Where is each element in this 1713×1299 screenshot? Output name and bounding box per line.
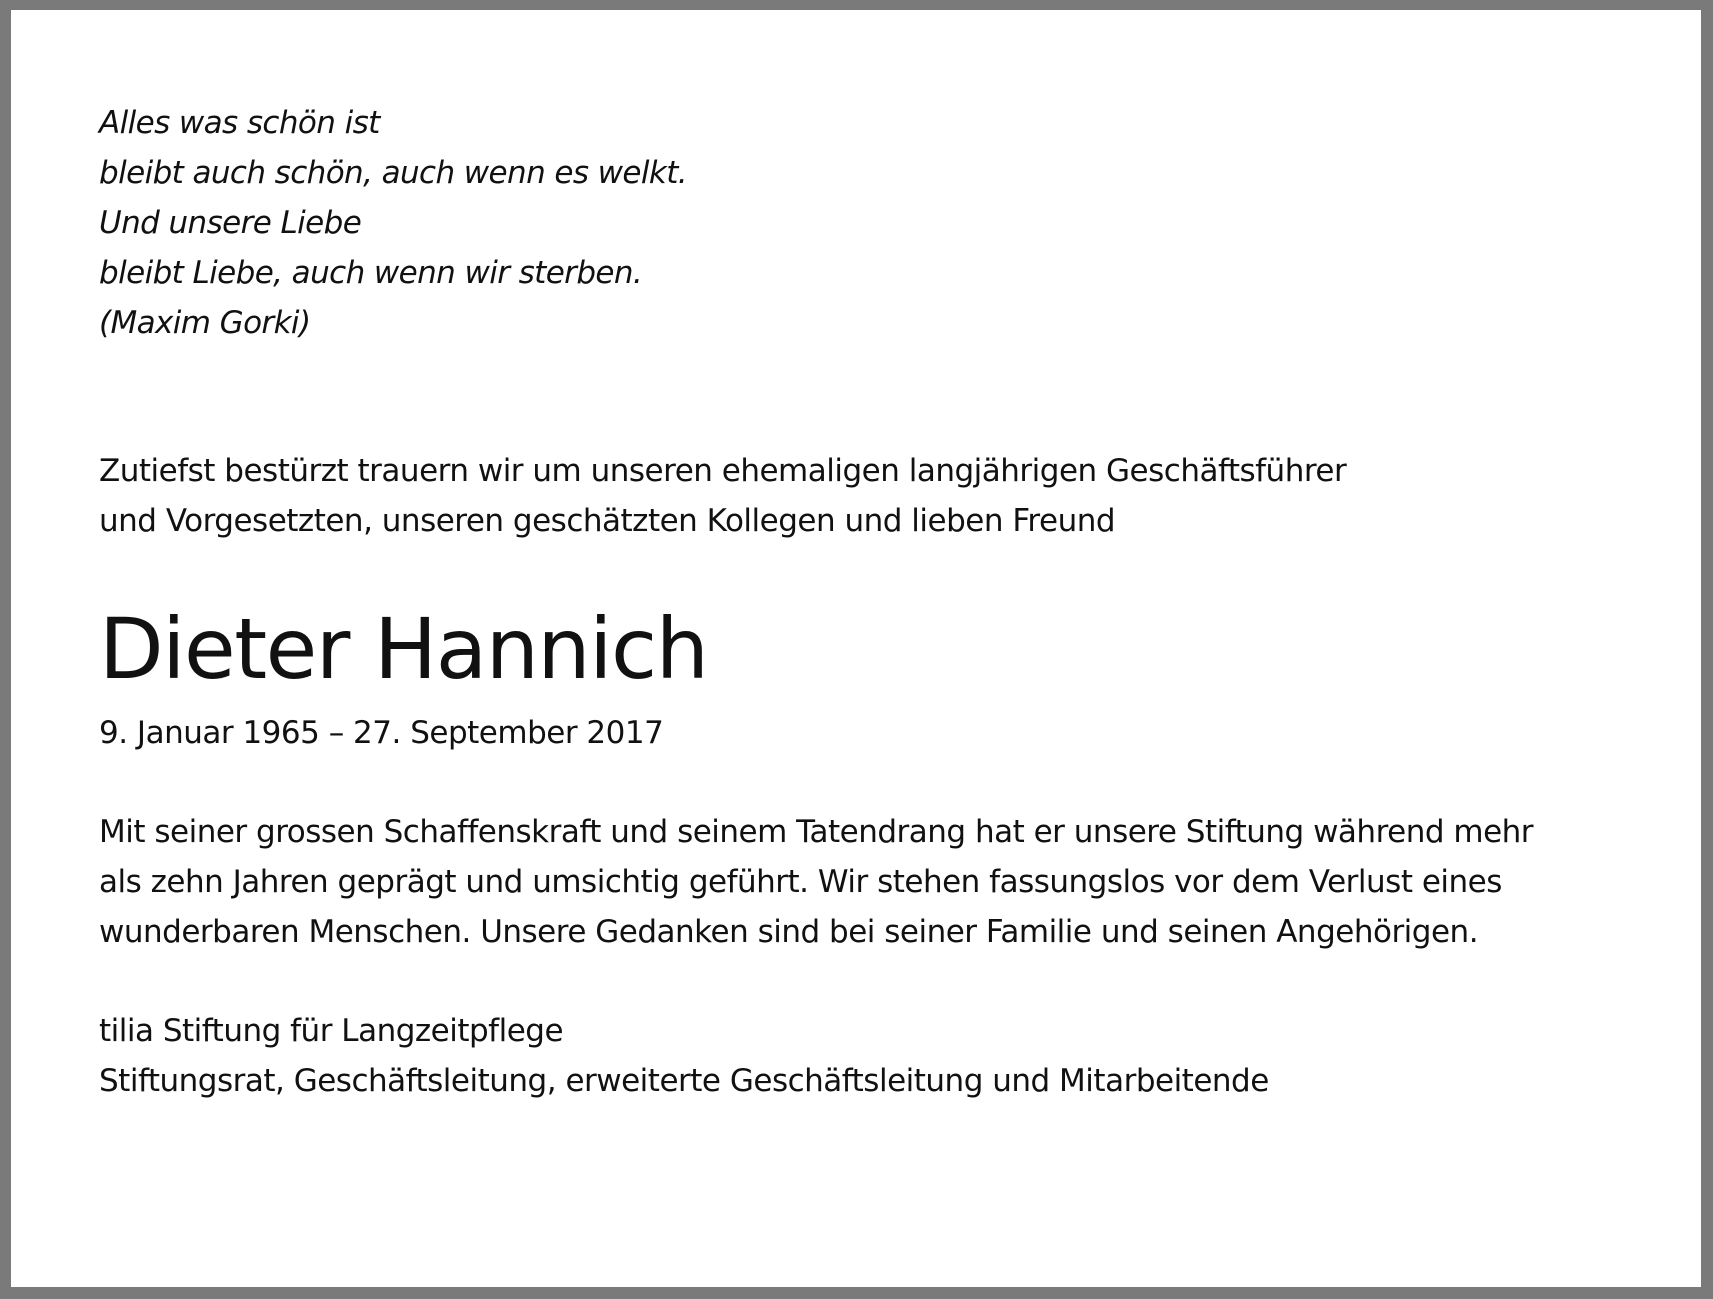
signature-groups: Stiftungsrat, Geschäftsleitung, erweiterte Geschäftsleitung und Mitarbeitende [99,1063,1269,1099]
poem-author: (Maxim Gorki) [99,305,311,341]
tribute-line-2: als zehn Jahren geprägt und umsichtig geführt. Wir stehen fassungslos vor dem Verlust eines [99,864,1502,900]
signature-organization: tilia Stiftung für Langzeitpflege [99,1013,564,1049]
obituary-page [11,10,1701,1287]
poem-line-3: Und unsere Liebe [99,205,362,241]
intro-line-1: Zutiefst bestürzt trauern wir um unseren ehemaligen langjährigen Geschäftsführer [99,453,1347,489]
deceased-name: Dieter Hannich [99,600,708,698]
tribute-line-1: Mit seiner grossen Schaffenskraft und seinem Tatendrang hat er unsere Stiftung während mehr [99,814,1534,850]
life-dates: 9. Januar 1965 – 27. September 2017 [99,715,664,751]
poem-line-2: bleibt auch schön, auch wenn es welkt. [99,155,688,191]
poem-line-1: Alles was schön ist [99,105,380,141]
poem-line-4: bleibt Liebe, auch wenn wir sterben. [99,255,643,291]
intro-line-2: und Vorgesetzten, unseren geschätzten Kollegen und lieben Freund [99,503,1116,539]
tribute-line-3: wunderbaren Menschen. Unsere Gedanken sind bei seiner Familie und seinen Angehörigen. [99,914,1479,950]
